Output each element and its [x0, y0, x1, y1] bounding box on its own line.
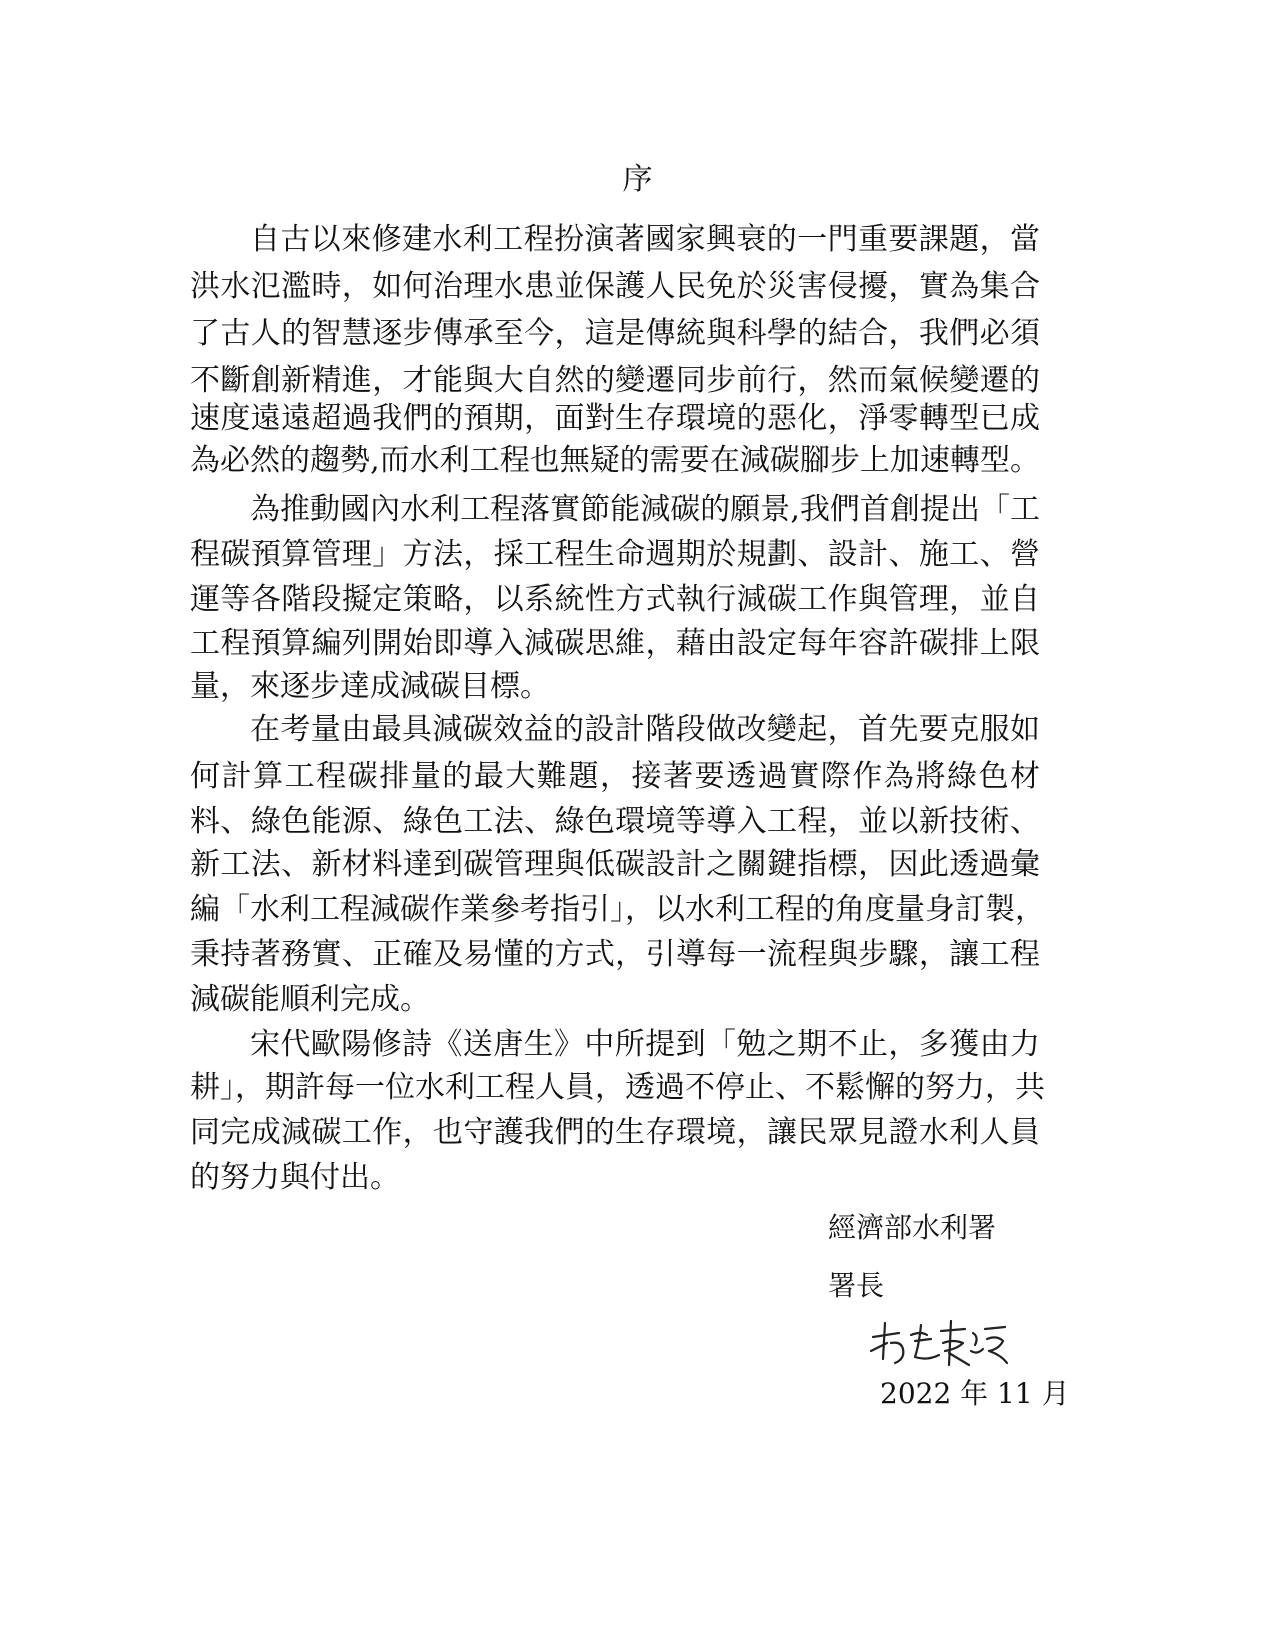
text-line: 耕」，期許每一位水利工程人員，透過不停止、不鬆懈的努力，共 [190, 1070, 1045, 1105]
text-line: 程碳預算管理」方法，採工程生命週期於規劃、設計、施工、營 [190, 537, 1040, 572]
signature-organization: 經濟部水利署 [828, 1211, 997, 1244]
handwritten-signature [865, 1315, 1015, 1375]
text-line: 秉持著務實、正確及易懂的方式，引導每一流程與步驟，讓工程 [190, 937, 1040, 972]
text-line: 料、綠色能源、綠色工法、綠色環境等導入工程，並以新技術、 [190, 804, 1040, 839]
signature-date: 2022 年 11 月 [880, 1377, 1070, 1410]
text-line: 減碳能順利完成。 [190, 982, 430, 1017]
text-line: 何計算工程碳排量的最大難題，接著要透過實際作為將綠色材 [190, 759, 1040, 794]
text-line: 編「水利工程減碳作業參考指引」，以水利工程的角度量身訂製， [190, 892, 1045, 927]
text-line: 洪水氾濫時，如何治理水患並保護人民免於災害侵擾，實為集合 [190, 269, 1040, 304]
text-line: 量，來逐步達成減碳目標。 [190, 669, 550, 704]
text-line: 運等各階段擬定策略，以系統性方式執行減碳工作與管理，並自 [190, 582, 1040, 617]
text-line: 宋代歐陽修詩《送唐生》中所提到「勉之期不止，多獲由力 [250, 1027, 1040, 1062]
text-line: 的努力與付出。 [190, 1160, 400, 1195]
text-line: 為必然的趨勢,而水利工程也無疑的需要在減碳腳步上加速轉型。 [190, 443, 1040, 478]
text-line: 了古人的智慧逐步傳承至今，這是傳統與科學的結合，我們必須 [190, 316, 1040, 351]
text-line: 工程預算編列開始即導入減碳思維，藉由設定每年容許碳排上限 [190, 626, 1040, 661]
text-line: 為推動國內水利工程落實節能減碳的願景,我們首創提出「工 [250, 492, 1040, 527]
text-line: 在考量由最具減碳效益的設計階段做改變起，首先要克服如 [250, 712, 1040, 747]
page-title: 序 [622, 162, 653, 197]
text-line: 同完成減碳工作，也守護我們的生存環境，讓民眾見證水利人員 [190, 1115, 1040, 1150]
text-line: 不斷創新精進，才能與大自然的變遷同步前行，然而氣候變遷的 [190, 363, 1040, 398]
text-line: 新工法、新材料達到碳管理與低碳設計之關鍵指標，因此透過彙 [190, 847, 1040, 882]
signature-position: 署長 [828, 1269, 885, 1302]
text-line: 速度遠遠超過我們的預期，面對生存環境的惡化，淨零轉型已成 [190, 401, 1040, 436]
text-line: 自古以來修建水利工程扮演著國家興衰的一門重要課題，當 [250, 222, 1040, 257]
